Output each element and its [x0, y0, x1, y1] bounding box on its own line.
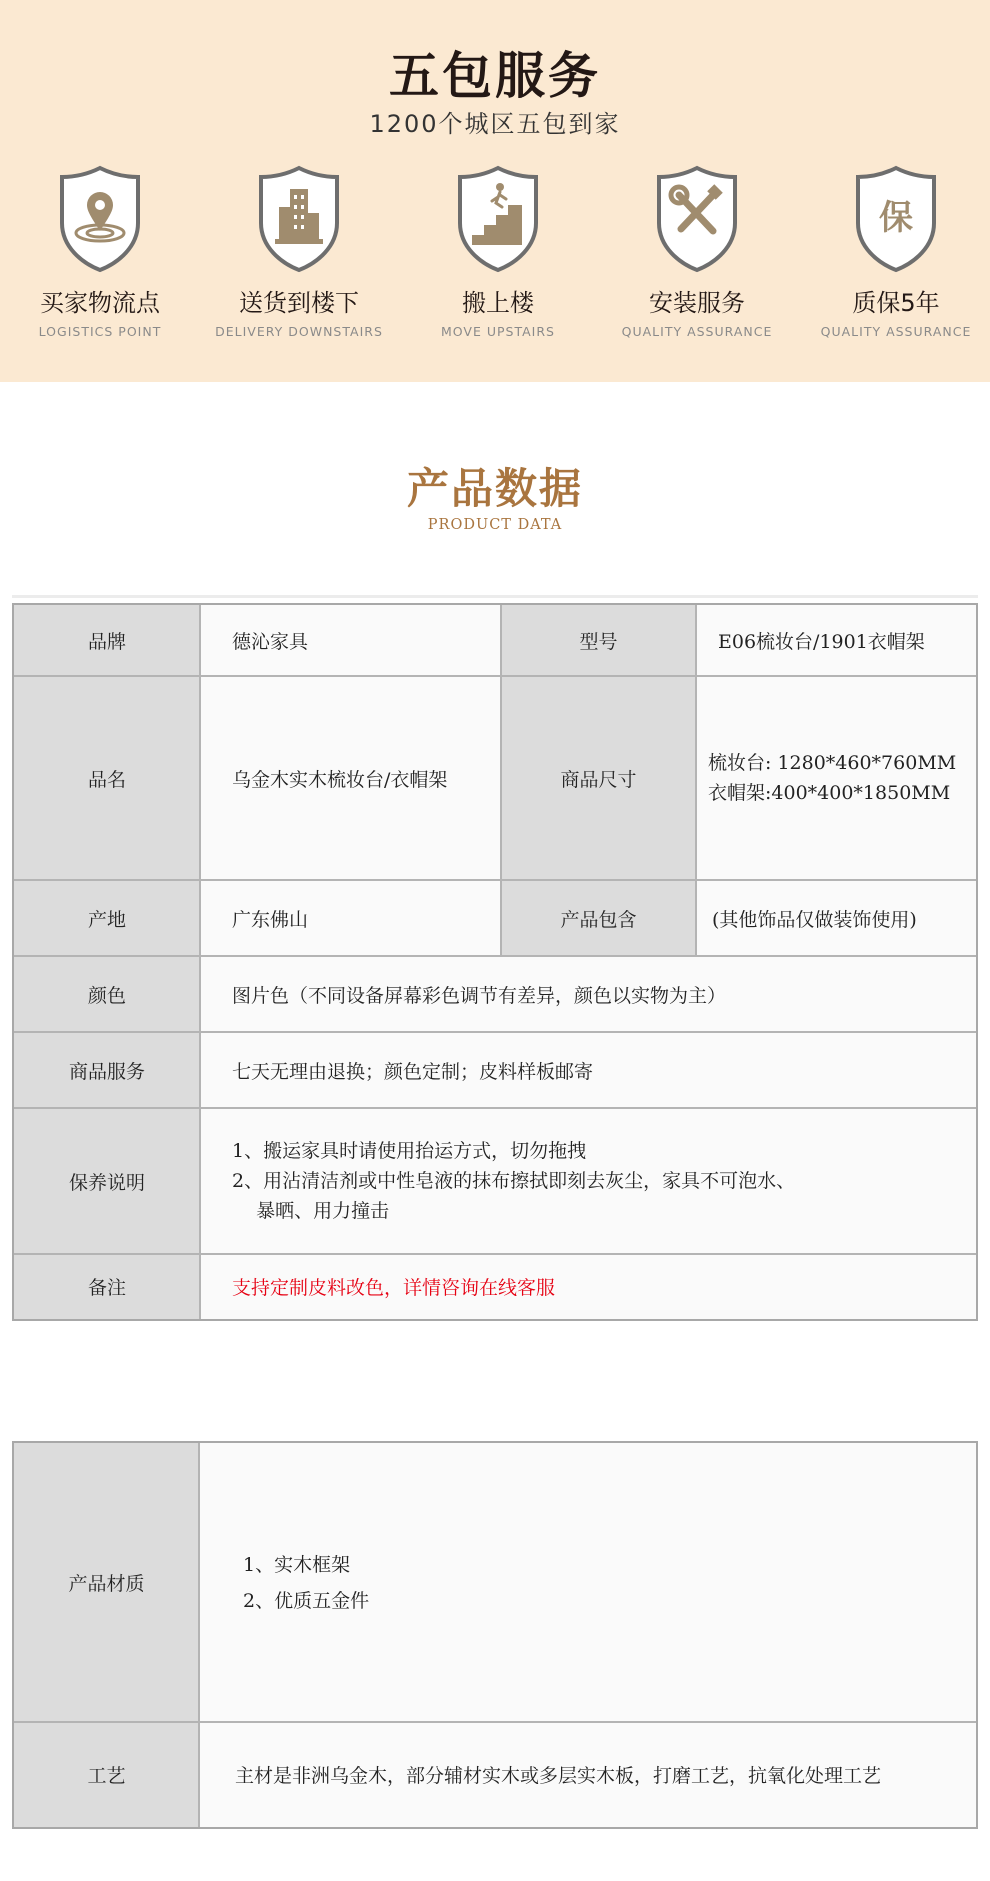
- service-label-en: QUALITY ASSURANCE: [820, 324, 972, 339]
- divider: [12, 595, 978, 598]
- banner-title: 五包服务: [389, 47, 601, 105]
- name-label: 品名: [14, 676, 200, 880]
- service-banner: [0, 0, 990, 382]
- service-label: 买家物流点: [40, 289, 160, 317]
- includes-label: 产品包含: [501, 880, 696, 956]
- service-item-delivery: [199, 165, 399, 345]
- service-label: 安装服务: [649, 289, 745, 317]
- model-label: 型号: [501, 605, 696, 676]
- size-line-2: 衣帽架:400*400*1850MM: [708, 782, 951, 804]
- tools-icon: [655, 165, 739, 273]
- size-label: 商品尺寸: [501, 676, 696, 880]
- service-label-en: QUALITY ASSURANCE: [621, 324, 773, 339]
- grid-line: [14, 1253, 976, 1255]
- care-value: [200, 1108, 976, 1254]
- service-label-en: LOGISTICS POINT: [38, 324, 162, 339]
- service-label: 搬上楼: [462, 289, 534, 317]
- color-label: 颜色: [14, 956, 200, 1032]
- includes-value: (其他饰品仅做装饰使用): [696, 880, 976, 956]
- section-subtitle: PRODUCT DATA: [427, 517, 563, 533]
- location-pin-icon: [58, 165, 142, 273]
- service-label-en: DELIVERY DOWNSTAIRS: [215, 324, 383, 339]
- grid-line: [14, 879, 976, 881]
- grid-line: [14, 1031, 976, 1033]
- grid-line: [14, 1721, 976, 1723]
- section-title: 产品数据: [406, 464, 583, 513]
- service-label: 质保5年: [852, 289, 940, 317]
- banner-subtitle: 1200个城区五包到家: [369, 110, 621, 138]
- care-line-2: 2、用沾清洁剂或中性皂液的抹布擦拭即刻去灰尘，家具不可泡水、: [232, 1170, 796, 1192]
- craft-label: 工艺: [14, 1722, 199, 1827]
- size-line-1: 梳妆台: 1280*460*760MM: [708, 752, 957, 774]
- warranty-glyph: 保: [879, 198, 913, 238]
- product-data-table: [12, 603, 978, 1321]
- grid-line: [14, 1107, 976, 1109]
- origin-label: 产地: [14, 880, 200, 956]
- building-icon: [257, 165, 341, 273]
- service-label: 送货到楼下: [239, 289, 359, 317]
- service-item-logistics: [0, 165, 200, 345]
- model-value: E06梳妆台/1901衣帽架: [696, 605, 976, 676]
- note-value: 支持定制皮料改色，详情咨询在线客服: [200, 1254, 976, 1319]
- service-item-upstairs: [398, 165, 598, 345]
- care-line-1: 1、搬运家具时请使用抬运方式，切勿拖拽: [232, 1140, 587, 1162]
- brand-label: 品牌: [14, 605, 200, 676]
- note-label: 备注: [14, 1254, 200, 1319]
- service-label: 商品服务: [14, 1032, 200, 1108]
- name-value: 乌金木实木梳妆台/衣帽架: [200, 676, 501, 880]
- material-line-2: 2、优质五金件: [243, 1589, 370, 1612]
- brand-value: 德沁家具: [200, 605, 501, 676]
- grid-line: [14, 955, 976, 957]
- grid-line: [695, 605, 697, 956]
- color-value: 图片色（不同设备屏幕彩色调节有差异，颜色以实物为主）: [200, 956, 976, 1032]
- care-line-3: 暴晒、用力撞击: [232, 1200, 390, 1222]
- grid-line: [14, 675, 976, 677]
- care-label: 保养说明: [14, 1108, 200, 1254]
- service-label-en: MOVE UPSTAIRS: [441, 324, 555, 339]
- grid-line: [199, 605, 201, 1319]
- material-line-1: 1、实木框架: [243, 1553, 351, 1576]
- material-value: [199, 1443, 976, 1722]
- service-value: 七天无理由退换；颜色定制；皮料样板邮寄: [200, 1032, 976, 1108]
- origin-value: 广东佛山: [200, 880, 501, 956]
- warranty-icon: [854, 165, 938, 273]
- grid-line: [198, 1443, 200, 1827]
- grid-line: [500, 605, 502, 956]
- service-item-warranty: [796, 165, 990, 345]
- service-item-install: [597, 165, 797, 345]
- craft-value: 主材是非洲乌金木，部分辅材实木或多层实木板，打磨工艺，抗氧化处理工艺: [199, 1722, 976, 1827]
- material-table: [12, 1441, 978, 1829]
- size-value: [696, 676, 976, 880]
- stairs-icon: [456, 165, 540, 273]
- material-label: 产品材质: [14, 1443, 199, 1722]
